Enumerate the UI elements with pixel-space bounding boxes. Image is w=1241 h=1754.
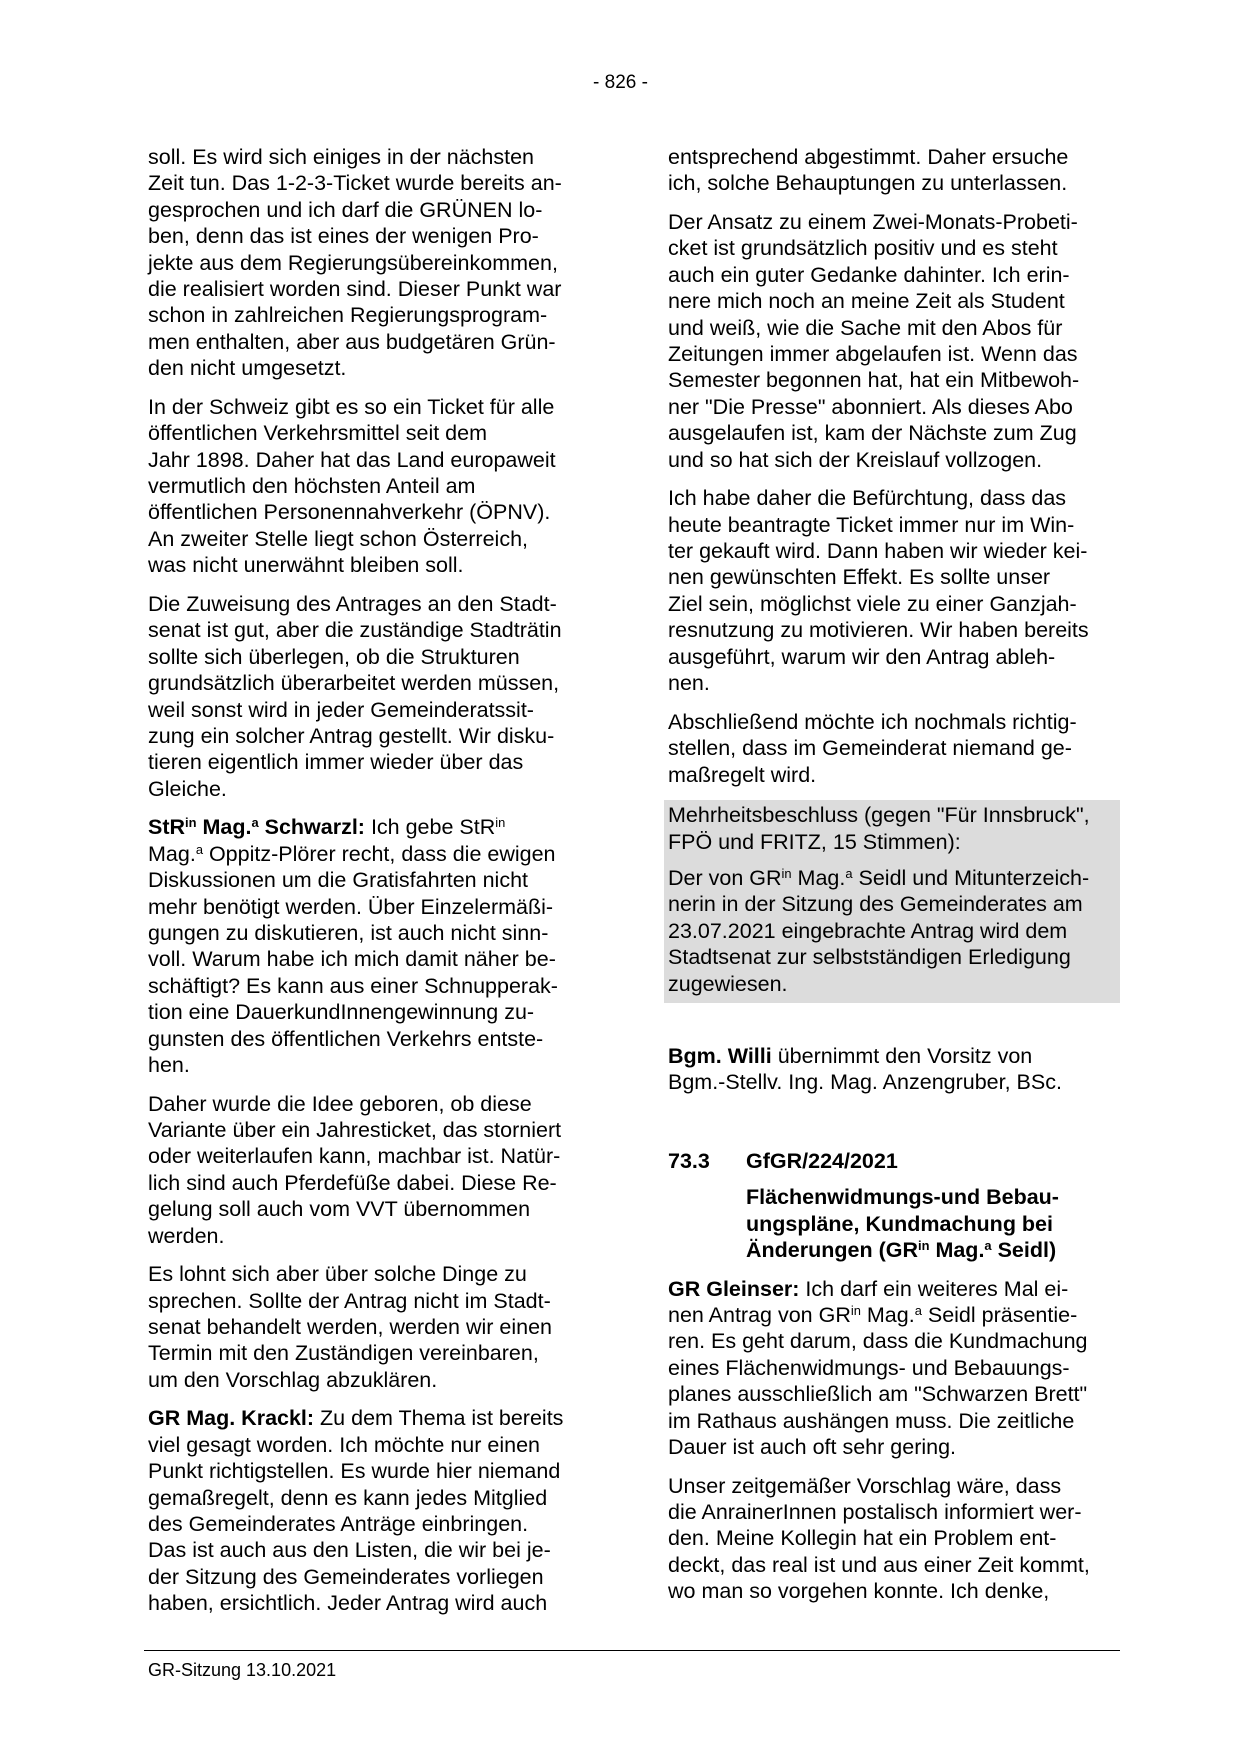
text-line: Bgm.-Stellv. Ing. Mag. Anzengruber, BSc. (668, 1070, 1062, 1095)
text-part: Änderungen (GR (746, 1238, 918, 1263)
text-line: nen. (668, 671, 710, 696)
text-part: Zu dem Thema ist bereits (314, 1406, 564, 1431)
speaker-name: Bgm. Willi (668, 1043, 772, 1068)
text-line: tion eine DauerkundInnengewinnung zu- (148, 1000, 535, 1025)
text-line: ren. Es geht darum, dass die Kundmachung (668, 1329, 1088, 1354)
paragraph-abschliessend (668, 709, 1116, 788)
text-line: ben, denn das ist eines der wenigen Pro- (148, 224, 539, 249)
text-line: Semester begonnen hat, hat ein Mitbewoh- (668, 368, 1080, 393)
text-line: um den Vorschlag abzuklären. (148, 1367, 438, 1392)
text-line: men enthalten, aber aus budgetären Grün- (148, 329, 556, 354)
text-line: öffentlichen Personennahverkehr (ÖPNV). (148, 500, 551, 525)
text-line: hen. (148, 1052, 190, 1077)
text-line: Jahr 1898. Daher hat das Land europaweit (148, 447, 556, 472)
text-part: übernimmt den Vorsitz von (771, 1043, 1033, 1068)
text-line: An zweiter Stelle liegt schon Österreich, (148, 526, 528, 551)
text-line: was nicht unerwähnt bleiben soll. (148, 553, 464, 578)
text-line: Dauer ist auch oft sehr gering. (668, 1435, 957, 1459)
text-part: Ich darf ein weiteres Mal ei- (799, 1276, 1069, 1301)
text-line: mehr benötigt werden. Über Einzelermäßi- (148, 894, 554, 919)
spacer (668, 1003, 1116, 1043)
text-line: heute beantragte Ticket immer nur im Win- (668, 512, 1075, 537)
text-line: Ich habe daher die Befürchtung, dass das (668, 486, 1067, 511)
text-line: eines Flächenwidmungs- und Bebauungs- (668, 1355, 1070, 1380)
text-line: maßregelt wird. (668, 762, 817, 787)
text-line: Daher wurde die Idee geboren, ob diese (148, 1091, 532, 1116)
text-line: haben, ersichtlich. Jeder Antrag wird auch (148, 1591, 548, 1616)
paragraph-schweiz (148, 394, 600, 579)
text-line: deckt, das real ist und aus einer Zeit kommt, (668, 1552, 1090, 1577)
text-part: Seidl und Mitunterzeich- (852, 865, 1090, 890)
text-line: im Rathaus aushängen muss. Die zeitliche (668, 1408, 1075, 1433)
text-line: Unser zeitgemäßer Vorschlag wäre, dass (668, 1473, 1062, 1498)
text-line: Abschließend möchte ich nochmals richtig- (668, 709, 1077, 734)
paragraph-zuweisung (148, 591, 600, 802)
speaker-part: Schwarzl: (258, 815, 365, 840)
text-line (668, 1043, 1116, 1069)
superscript: a (195, 841, 203, 857)
text-line: sprechen. Sollte der Antrag nicht im Stadt- (148, 1288, 551, 1313)
text-line: tieren eigentlich immer wieder über das (148, 750, 524, 775)
text-line: den. Meine Kollegin hat ein Problem ent- (668, 1526, 1057, 1551)
text-line: des Gemeinderates Anträge einbringen. (148, 1512, 529, 1537)
superscript: in (850, 1302, 861, 1318)
text-line: soll. Es wird sich einiges in der nächsten (148, 145, 534, 169)
superscript: a (251, 815, 259, 831)
decision-title (668, 802, 1120, 855)
text-part: nen Antrag von GR (668, 1302, 851, 1327)
paragraph-krackl (148, 1405, 600, 1616)
text-line: stellen, dass im Gemeinderat niemand ge- (668, 736, 1072, 761)
text-line: oder weiterlaufen kann, machbar ist. Natür- (148, 1144, 561, 1169)
text-line: die AnrainerInnen postalisch informiert wer- (668, 1500, 1082, 1524)
speaker-part: Mag. (196, 815, 252, 840)
speaker-name: GR Gleinser: (668, 1276, 800, 1301)
speaker-name (148, 815, 365, 839)
text-line: voll. Warum habe ich mich damit näher be- (148, 947, 556, 972)
text-line (668, 1302, 1116, 1328)
paragraph-termin (148, 1261, 600, 1393)
right-column (668, 144, 1116, 1617)
page-number: - 826 - (593, 72, 648, 93)
text-part: Seidl präsentie- (921, 1302, 1078, 1327)
text-line: jekte aus dem Regierungsübereinkommen, (148, 250, 558, 275)
text-line: nere mich noch an meine Zeit als Student (668, 289, 1065, 314)
text-line: ausgelaufen ist, kam der Nächste zum Zug (668, 421, 1077, 446)
text-line: 23.07.2021 eingebrachte Antrag wird dem (668, 918, 1068, 943)
text-line: Punkt richtigstellen. Es wurde hier niemand (148, 1459, 561, 1484)
footer-session: GR-Sitzung 13.10.2021 (148, 1660, 337, 1680)
text-line: die realisiert worden sind. Dieser Punkt war (148, 277, 562, 302)
text-line (148, 814, 600, 840)
text-line: öffentlichen Verkehrsmittel seit dem (148, 421, 487, 446)
text-line: wo man so vorgehen konnte. Ich denke, (668, 1579, 1050, 1604)
text-line: nen gewünschten Effekt. Es sollte unser (668, 565, 1051, 590)
text-line: weil sonst wird in jeder Gemeinderatssit- (148, 697, 534, 722)
paragraph-befuerchtung (668, 485, 1116, 696)
spacer (668, 1108, 1116, 1148)
left-column (148, 144, 600, 1629)
text-line: Zeit tun. Das 1-2-3-Ticket wurde bereits an- (148, 171, 562, 196)
agenda-heading (668, 1148, 1116, 1174)
agenda-item (668, 1148, 1116, 1264)
text-line: Gleiche. (148, 776, 227, 801)
text-part: Ich gebe StR (364, 815, 496, 840)
agenda-code: GfGR/224/2021 (746, 1148, 898, 1173)
text-line: auch ein guter Gedanke dahinter. Ich erin- (668, 262, 1070, 287)
superscript: in (185, 815, 197, 831)
text-part: Oppitz-Plörer recht, dass die ewigen (202, 841, 556, 866)
text-line: Flächenwidmungs-und Bebau- (746, 1185, 1059, 1210)
speaker-name: GR Mag. Krackl: (148, 1406, 315, 1431)
text-line: werden. (148, 1223, 225, 1248)
paragraph-schwarzl (148, 814, 600, 1078)
text-line: senat ist gut, aber die zuständige Stadträtin (148, 618, 562, 643)
text-line (148, 1405, 600, 1431)
text-part: Mag. (791, 865, 846, 890)
text-line: gelung soll auch vom VVT übernommen (148, 1197, 531, 1222)
text-line: gungen zu diskutieren, ist auch nicht sinn- (148, 920, 549, 945)
text-line: entsprechend abgestimmt. Daher ersuche (668, 145, 1069, 169)
speaker-part: StR (148, 815, 186, 840)
superscript: in (781, 865, 792, 881)
text-line: Termin mit den Zuständigen vereinbaren, (148, 1341, 539, 1366)
text-line: zugewiesen. (668, 971, 788, 996)
text-line (668, 1276, 1116, 1302)
text-line: ner "Die Presse" abonniert. Als dieses Abo (668, 394, 1073, 419)
text-line: und so hat sich der Kreislauf vollzogen. (668, 447, 1043, 472)
text-line: ter gekauft wird. Dann haben wir wieder kei- (668, 539, 1088, 564)
text-line: Diskussionen um die Gratisfahrten nicht (148, 868, 529, 893)
decision-text (668, 865, 1120, 997)
text-line: und weiß, wie die Sache mit den Abos für (668, 315, 1063, 340)
paragraph-jahresticket (148, 1091, 600, 1249)
paragraph-probeticket (668, 209, 1116, 473)
superscript: in (495, 815, 506, 831)
text-line: Die Zuweisung des Antrages an den Stadt- (148, 591, 557, 616)
text-line: gemaßregelt, denn es kann jedes Mitglied (148, 1485, 548, 1510)
text-line: zung ein solcher Antrag gestellt. Wir disku- (148, 723, 555, 748)
text-line: In der Schweiz gibt es so ein Ticket für alle (148, 394, 555, 419)
text-line: der Sitzung des Gemeinderates vorliegen (148, 1564, 544, 1589)
text-line: grundsätzlich überarbeitet werden müssen, (148, 671, 560, 696)
decision-box (664, 800, 1120, 1003)
text-line (668, 865, 1120, 891)
text-line: lich sind auch Pferdefüße dabei. Diese Re- (148, 1170, 557, 1195)
superscript: in (918, 1238, 930, 1254)
text-line: schäftigt? Es kann aus einer Schnupperak- (148, 973, 558, 998)
superscript: a (914, 1302, 922, 1318)
text-line: vermutlich den höchsten Anteil am (148, 474, 476, 499)
text-line: cket ist grundsätzlich positiv und es steht (668, 236, 1058, 261)
text-line: gesprochen und ich darf die GRÜNEN lo- (148, 197, 543, 222)
text-line: schon in zahlreichen Regierungsprogram- (148, 303, 548, 328)
superscript: a (845, 865, 853, 881)
text-line: Variante über ein Jahresticket, das storniert (148, 1117, 562, 1142)
text-line: Ziel sein, möglichst viele zu einer Ganzjah- (668, 591, 1077, 616)
text-line: Zeitungen immer abgelaufen ist. Wenn das (668, 342, 1078, 367)
text-line (746, 1237, 1116, 1263)
text-line (148, 841, 600, 867)
text-line: Der Ansatz zu einem Zwei-Monats-Probeti- (668, 210, 1078, 234)
text-line: Das ist auch aus den Listen, die wir bei je- (148, 1538, 551, 1563)
paragraph-chair (668, 1043, 1116, 1096)
text-line: planes ausschließlich am "Schwarzen Brett" (668, 1382, 1088, 1407)
text-line: senat behandelt werden, werden wir einen (148, 1315, 552, 1339)
text-line: FPÖ und FRITZ, 15 Stimmen): (668, 829, 961, 854)
paragraph-gleinser (668, 1276, 1116, 1461)
footer-divider (144, 1650, 1120, 1651)
text-line: ungspläne, Kundmachung bei (746, 1211, 1053, 1236)
text-part: Mag. (929, 1238, 985, 1263)
text-line: ausgeführt, warum wir den Antrag ableh- (668, 644, 1056, 669)
text-line: den nicht umgesetzt. (148, 356, 347, 381)
superscript: a (984, 1238, 992, 1254)
agenda-number: 73.3 (668, 1148, 710, 1173)
paragraph-tickets (148, 144, 600, 382)
text-line: viel gesagt worden. Ich möchte nur einen (148, 1432, 541, 1457)
paragraph-abgestimmt (668, 144, 1116, 197)
text-line: Mehrheitsbeschluss (gegen "Für Innsbruck", (668, 803, 1090, 828)
agenda-title (746, 1184, 1116, 1263)
text-line: Stadtsenat zur selbstständigen Erledigung (668, 945, 1071, 970)
paragraph-vorschlag (668, 1473, 1116, 1605)
text-part: Der von GR (668, 865, 782, 890)
text-line: sollte sich überlegen, ob die Strukturen (148, 644, 520, 669)
text-line: resnutzung zu motivieren. Wir haben bereits (668, 618, 1089, 643)
text-line: Es lohnt sich aber über solche Dinge zu (148, 1262, 527, 1287)
text-line: nerin in der Sitzung des Gemeinderates am (668, 892, 1083, 917)
text-part: Mag. (148, 841, 196, 866)
text-line: ich, solche Behauptungen zu unterlassen. (668, 171, 1068, 196)
text-line: gunsten des öffentlichen Verkehrs entste- (148, 1026, 544, 1051)
text-part: Seidl) (991, 1238, 1057, 1263)
text-part: Mag. (860, 1302, 915, 1327)
